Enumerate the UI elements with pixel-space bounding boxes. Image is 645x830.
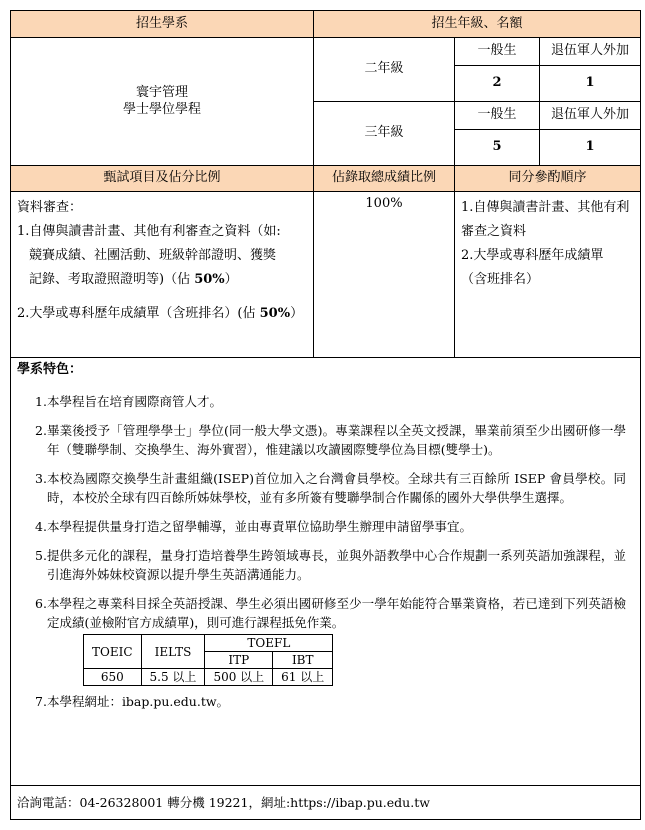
toeic-value: 650 [84, 669, 142, 686]
ielts-value: 5.5 以上 [141, 669, 205, 686]
criteria-item1-pct: 50% [194, 272, 225, 287]
itp-label: ITP [205, 652, 273, 669]
features-list-cont [17, 692, 634, 711]
criteria-items-header: 甄試項目及佔分比例 [11, 166, 314, 192]
grade-3-general-count: 5 [455, 130, 540, 166]
feature-item-4: 4. 本學程提供量身打造之留學輔導，並由專責單位協助學生辦理申請留學事宜。 [35, 519, 472, 535]
tiebreak-line1: 1.自傳與讀書計畫、其他有利 [461, 200, 630, 215]
dept-header: 招生學系 [11, 11, 314, 38]
grade-2-label: 二年級 [314, 38, 455, 102]
admission-document [10, 10, 640, 825]
features-section [11, 358, 641, 786]
grade-3-general-label: 一般生 [455, 102, 540, 130]
feature-item-7: 7. 本學程網址：ibap.pu.edu.tw。 [35, 694, 230, 710]
department-name [11, 38, 314, 166]
tiebreak-line2: 審查之資料 [461, 224, 527, 239]
ibt-value: 61 以上 [273, 669, 333, 686]
admission-table [10, 10, 641, 820]
ielts-label: IELTS [141, 635, 205, 669]
department-name-line1: 寰宇管理 [135, 85, 188, 101]
criteria-item1-line1: 1.自傳與讀書計畫、其他有利審查之資料（如: [17, 224, 281, 239]
criteria-item2: 2.大學或專科歷年成績單（含班排名）(佔 50%） [17, 306, 304, 321]
tiebreak-list [455, 192, 641, 358]
criteria-items [11, 192, 314, 358]
criteria-item1-line2: 競賽成績、社團活動、班級幹部證明、獲獎 [29, 248, 277, 263]
toeic-label: TOEIC [84, 635, 142, 669]
toefl-label: TOEFL [205, 635, 333, 652]
grade-2-general-label: 一般生 [455, 38, 540, 66]
criteria-intro: 資料審查： [17, 200, 83, 215]
grade-2-general-count: 2 [455, 66, 540, 102]
criteria-item1-line3: 記錄、考取證照證明等)（佔 50%） [29, 272, 238, 287]
feature-item-3: 3. 本校為國際交換學生計畫組織(ISEP)首位加入之台灣會員學校。全球共有三百餘所 ISEP 會員學校。同時，本校於全球有四百餘所姊妹學校，並有多所簽有雙聯學制合作關係的國外大學供學生選擇。 [35, 471, 626, 506]
department-name-line2: 學士學位學程 [122, 101, 201, 117]
features-list [17, 392, 634, 632]
feature-item-5: 5. 提供多元化的課程，量身打造培養學生跨領域專長，並與外語教學中心合作規劃一系列英語加強課程，並引進海外姊妹校資源以提升學生英語溝通能力。 [35, 548, 626, 583]
english-requirements-table [83, 634, 333, 686]
tiebreak-line4: （含班排名） [461, 272, 540, 287]
grade-3-veteran-count: 1 [540, 130, 641, 166]
quota-header: 招生年級、名額 [314, 11, 641, 38]
criteria-ratio-header: 佔錄取總成績比例 [314, 166, 455, 192]
grade-3-label: 三年級 [314, 102, 455, 166]
itp-value: 500 以上 [205, 669, 273, 686]
criteria-item2-pct: 50% [259, 306, 291, 321]
grade-3-veteran-label: 退伍軍人外加 [540, 102, 641, 130]
tiebreak-header: 同分參酌順序 [455, 166, 641, 192]
grade-2-veteran-label: 退伍軍人外加 [540, 38, 641, 66]
tiebreak-line3: 2.大學或專科歷年成績單 [461, 248, 604, 263]
criteria-ratio-value: 100% [314, 192, 455, 358]
ibt-label: IBT [273, 652, 333, 669]
feature-item-2: 2. 畢業後授予「管理學學士」學位(同一般大學文憑)。專業課程以全英文授課，畢業前須至少出國研修一學年（雙聯學制、交換學生、海外實習），惟建議以攻讀國際雙學位為目標(雙學士)。 [35, 423, 626, 458]
feature-item-1: 1. 本學程旨在培育國際商管人才。 [35, 394, 222, 410]
features-title: 學系特色： [17, 362, 83, 377]
grade-2-veteran-count: 1 [540, 66, 641, 102]
contact-info: 洽詢電話：04-26328001 轉分機 19221，網址:https://ibap.pu.edu.tw [11, 786, 641, 820]
feature-item-6: 6. 本學程之專業科目採全英語授課、學生必須出國研修至少一學年始能符合畢業資格，若已達到下列英語檢定成績(並檢附官方成績單)，則可進行課程抵免作業。 [35, 596, 626, 631]
